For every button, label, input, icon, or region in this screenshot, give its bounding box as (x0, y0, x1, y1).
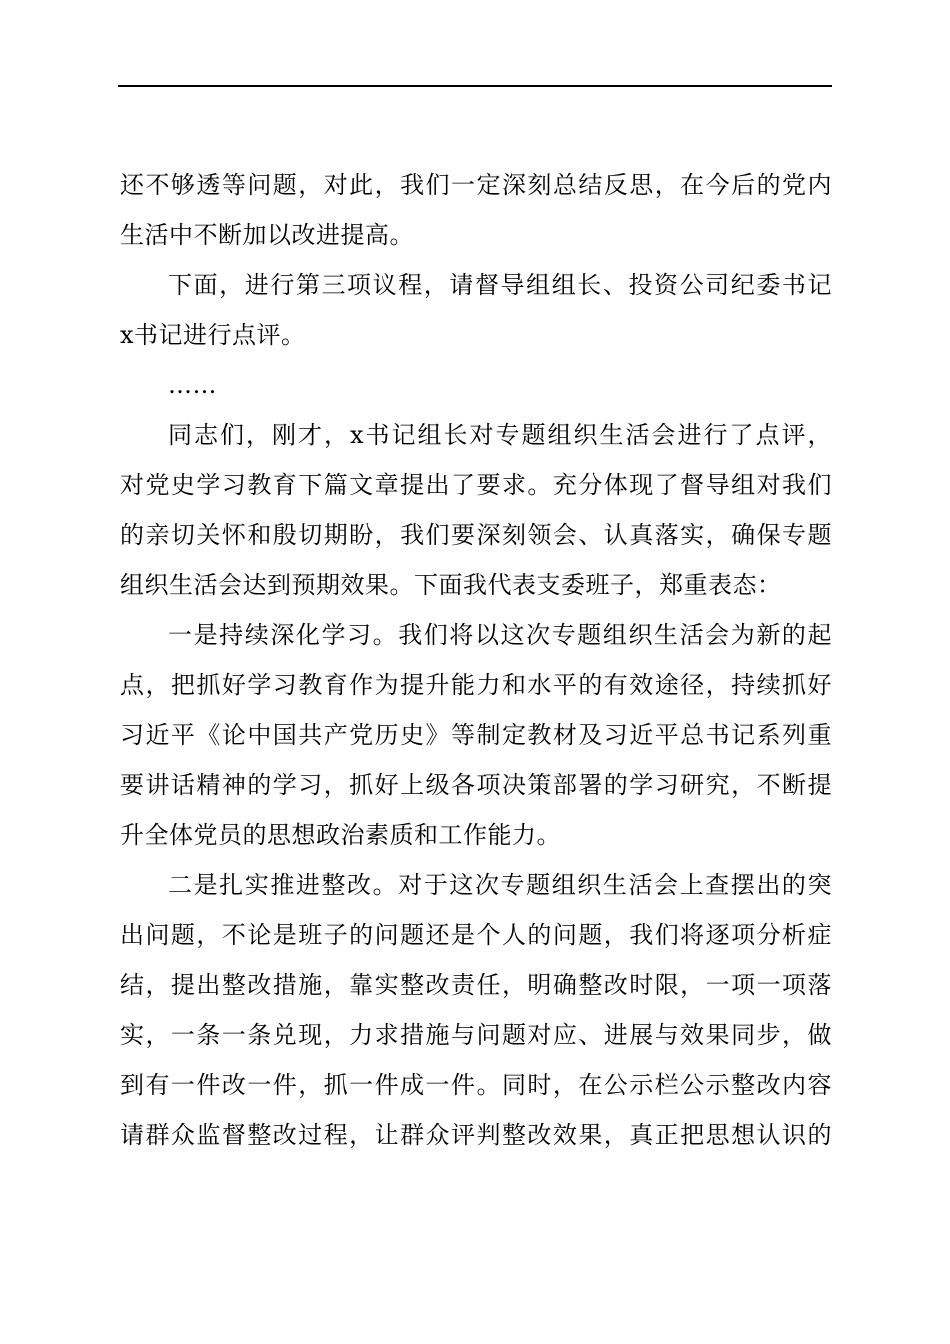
text-line: 点，把抓好学习教育作为提升能力和水平的有效途径，持续抓好 (120, 671, 832, 699)
text-line: 升全体党员的思想政治素质和工作能力。 (120, 821, 561, 849)
text-line: 生活中不断加以改进提高。 (120, 221, 414, 249)
text-line: 下面，进行第三项议程，请督导组组长、投资公司纪委书记 (168, 271, 832, 299)
text-line: 到有一件改一件，抓一件成一件。同时，在公示栏公示整改内容 (120, 1071, 832, 1099)
text-line: 二是扎实推进整改。对于这次专题组织生活会上查摆出的突 (168, 871, 832, 899)
text-line: 的亲切关怀和殷切期盼，我们要深刻领会、认真落实，确保专题 (120, 521, 832, 549)
text-line: 一是持续深化学习。我们将以这次专题组织生活会为新的起 (168, 621, 832, 649)
document-body (120, 160, 832, 1160)
text-line: x书记进行点评。 (120, 321, 306, 349)
text-line: 对党史学习教育下篇文章提出了要求。充分体现了督导组对我们 (120, 471, 832, 499)
text-line: 结，提出整改措施，靠实整改责任，明确整改时限，一项一项落 (120, 971, 832, 999)
text-line: 请群众监督整改过程，让群众评判整改效果，真正把思想认识的 (120, 1121, 832, 1149)
text-line: 实，一条一条兑现，力求措施与问题对应、进展与效果同步，做 (120, 1021, 832, 1049)
header-rule (118, 85, 832, 87)
text-line: 出问题，不论是班子的问题还是个人的问题，我们将逐项分析症 (120, 921, 832, 949)
text-line: 习近平《论中国共产党历史》等制定教材及习近平总书记系列重 (120, 721, 832, 749)
text-line: 还不够透等问题，对此，我们一定深刻总结反思，在今后的党内 (120, 171, 832, 199)
text-line: 要讲话精神的学习，抓好上级各项决策部署的学习研究，不断提 (120, 771, 832, 799)
text-line: 组织生活会达到预期效果。下面我代表支委班子，郑重表态： (120, 571, 782, 599)
text-line: …… (168, 371, 217, 399)
text-line: 同志们，刚才，x书记组长对专题组织生活会进行了点评， (168, 421, 832, 449)
